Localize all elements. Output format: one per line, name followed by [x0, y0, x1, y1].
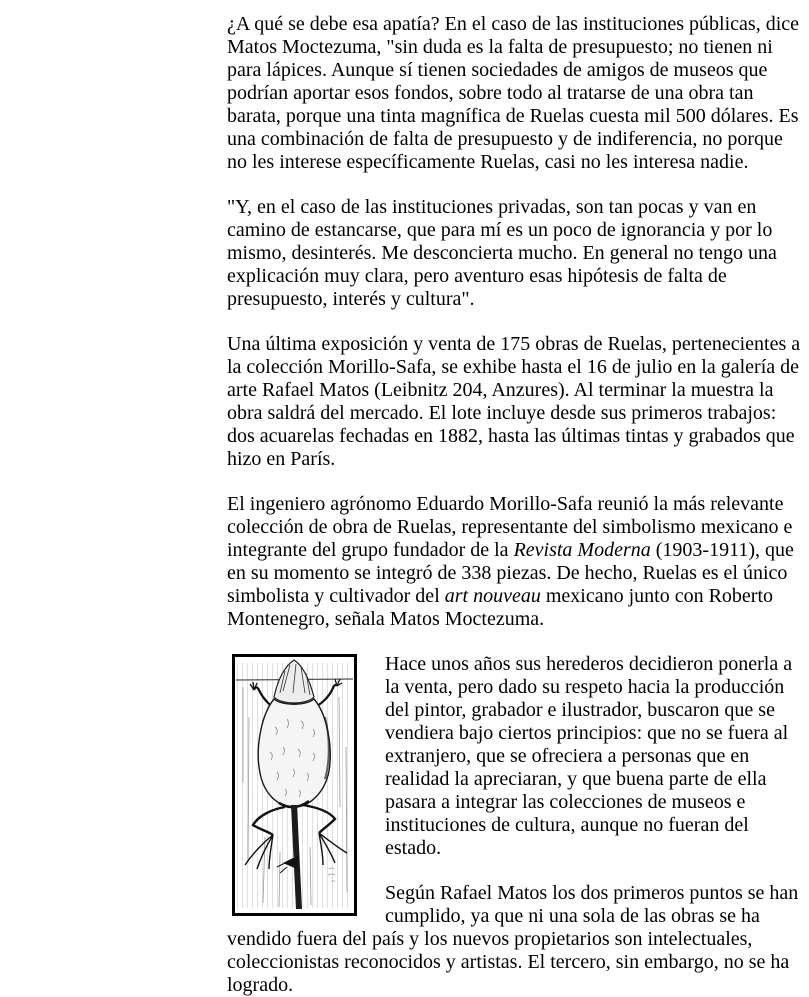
paragraph-text: Hace unos años sus herederos decidieron ponerla a la venta, pero dado su respeto hacia la producción del pintor, grabador e ilustrador, buscaron que se vendiera bajo ciertos principios: que no se fuera al extranjero, que se ofreciera a personas que en realidad la apreciaran, y que buena parte de ella pasara a integrar las colecciones de museos e instituciones de cultura, aunque no fueran del estado. — [385, 653, 793, 859]
frog-sketch-figure — [232, 654, 357, 916]
frog-sketch-image — [235, 657, 354, 913]
paragraph-text: mexicano junto con Roberto Montenegro, señala Matos Moctezuma. — [227, 585, 774, 630]
italic-revista-moderna: Revista Moderna — [513, 539, 651, 561]
paragraph-morillo-safa — [227, 493, 806, 631]
paragraph-instituciones-privadas — [227, 196, 806, 311]
paragraph-apatia — [227, 13, 806, 174]
paragraph-text: (1903-1911), que en su momento se integró de 338 piezas. De hecho, Ruelas es el único simbolista y cultivador del — [227, 539, 794, 607]
paragraph-text: Una última exposición y venta de 175 obras de Ruelas, pertenecientes a la colección Morillo-Safa, se exhibe hasta el 16 de julio en la galería de arte Rafael Matos (Leibnitz 204, Anzures). Al terminar la muestra la obra saldrá del mercado. El lote incluye desde sus primeros trabajos: dos acuarelas fechadas en 1882, hasta las últimas tintas y grabados que hizo en París. — [227, 333, 801, 470]
italic-art-nouveau: art nouveau — [444, 585, 541, 607]
paragraph-text: Según Rafael Matos los dos primeros puntos se han cumplido, ya que ni una sola de las obras se ha vendido fuera del país y los nuevos propietarios son intelectuales, coleccionistas reconocidos y artistas. El tercero, sin embargo, no se ha logrado. — [227, 882, 799, 996]
paragraph-text: ¿A qué se debe esa apatía? En el caso de las instituciones públicas, dice Matos Moctezuma, "sin duda es la falta de presupuesto; no tienen ni para lápices. Aunque sí tienen sociedades de amigos de museos que podrían aportar esos fondos, sobre todo al tratarse de una obra tan barata, porque una tinta magnífica de Ruelas cuesta mil 500 dólares. Es una combinación de falta de presupuesto y de indiferencia, no porque no les interese específicamente Ruelas, casi no les interesa nadie. — [227, 13, 800, 173]
paragraph-text: "Y, en el caso de las instituciones privadas, son tan pocas y van en camino de estancarse, que para mí es un poco de ignorancia y por lo mismo, desinterés. Me desconcierta mucho. En general no tengo una explicación muy clara, pero aventuro esas hipótesis de falta de presupuesto, interés y cultura". — [227, 196, 777, 310]
paragraph-text: El ingeniero agrónomo Eduardo Morillo-Safa reunió la más relevante colección de obra de Ruelas, representante del simbolismo mexicano e integrante del grupo fundador de la — [227, 493, 793, 561]
paragraph-herederos — [227, 653, 806, 860]
paragraph-exposicion — [227, 333, 806, 471]
